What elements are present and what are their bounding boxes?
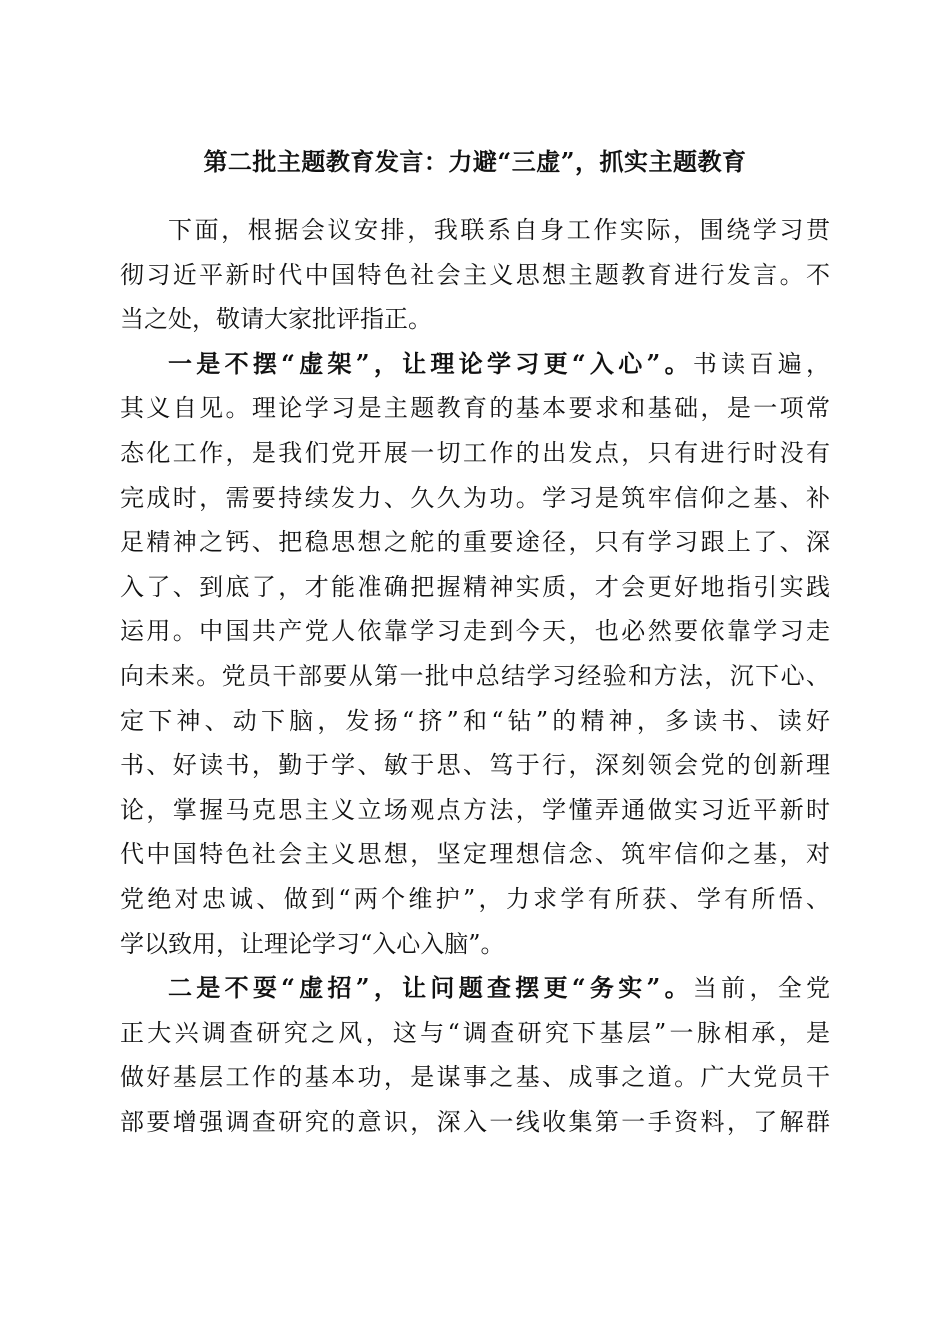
text-line: 党绝对忠诚、做到“两个维护”，力求学有所获、学有所悟、 [120, 884, 830, 913]
text-line: 下面，根据会议安排，我联系自身工作实际，围绕学习贯 [168, 216, 830, 244]
text-line: 向未来。党员干部要从第一批中总结学习经验和方法，沉下心、 [120, 661, 830, 690]
text-line: 做好基层工作的基本功，是谋事之基、成事之道。广大党员干 [120, 1063, 830, 1092]
text-line: 彻习近平新时代中国特色社会主义思想主题教育进行发言。不 [120, 260, 830, 289]
text-line: 其义自见。理论学习是主题教育的基本要求和基础，是一项常 [120, 394, 830, 423]
document-title: 第二批主题教育发言：力避“三虚”，抓实主题教育 [203, 147, 747, 176]
text-line: 代中国特色社会主义思想，坚定理想信念、筑牢信仰之基，对 [120, 840, 830, 869]
text-line: 学以致用，让理论学习“入心入脑”。 [120, 929, 505, 958]
text-line: 足精神之钙、把稳思想之舵的重要途径，只有学习跟上了、深 [120, 528, 830, 557]
text-line [120, 342, 830, 387]
text-line: 入了、到底了，才能准确把握精神实质，才会更好地指引实践 [120, 572, 830, 601]
text-line: 正大兴调查研究之风，这与“调查研究下基层”一脉相承，是 [120, 1018, 830, 1047]
paragraph-intro [120, 208, 830, 342]
text-line: 书、好读书，勤于学、敏于思、笃于行，深刻领会党的创新理 [120, 751, 830, 780]
document-body [120, 208, 830, 1144]
text-run: 当前，全党 [692, 974, 831, 1003]
text-line [120, 966, 830, 1011]
text-line: 当之处，敬请大家批评指正。 [120, 305, 432, 334]
paragraph-lead: 一是不摆“虚架”，让理论学习更“入心”。 [168, 348, 693, 378]
text-line: 完成时，需要持续发力、久久为功。学习是筑牢信仰之基、补 [120, 483, 830, 512]
text-run: 书读百遍， [692, 349, 831, 378]
paragraph-problem-review [120, 966, 830, 1144]
paragraph-lead: 二是不耍“虚招”，让问题查摆更“务实”。 [168, 973, 693, 1003]
text-line: 部要增强调查研究的意识，深入一线收集第一手资料，了解群 [120, 1107, 830, 1136]
paragraph-theory-study [120, 342, 830, 966]
text-line: 论，掌握马克思主义立场观点方法，学懂弄通做实习近平新时 [120, 795, 830, 824]
text-line: 运用。中国共产党人依靠学习走到今天，也必然要依靠学习走 [120, 617, 830, 646]
text-line: 定下神、动下脑，发扬“挤”和“钻”的精神，多读书、读好 [120, 706, 830, 735]
text-line: 态化工作，是我们党开展一切工作的出发点，只有进行时没有 [120, 438, 830, 467]
